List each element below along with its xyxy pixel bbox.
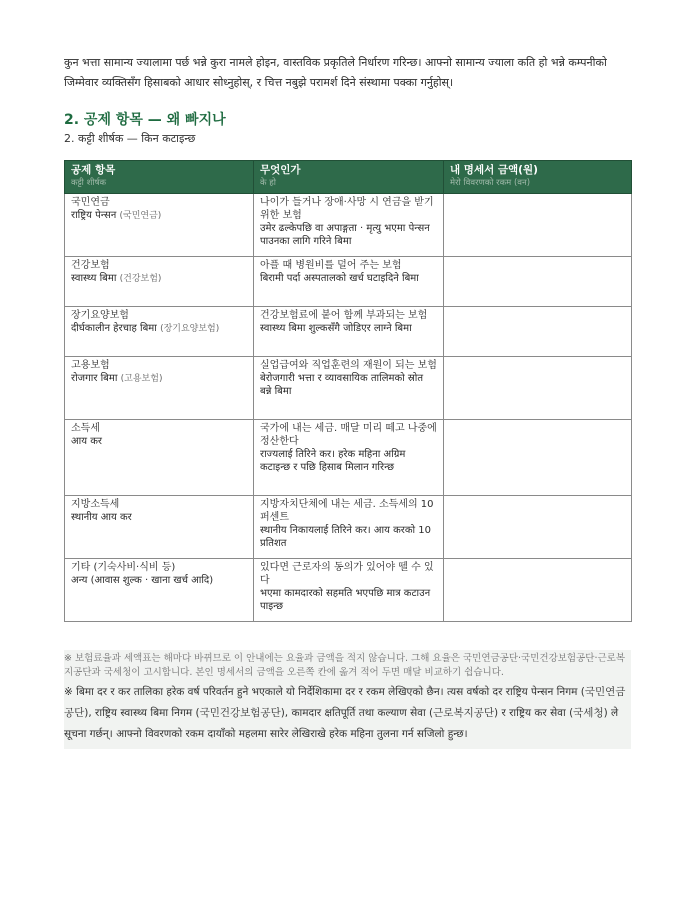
what-nepali: उमेर ढल्केपछि वा अपाङ्गता · मृत्यु भएमा पेन्सन पाउनका लागि गरिने बिमा (260, 223, 430, 247)
item-korean: 고용보험 (71, 360, 110, 371)
item-korean: 국민연금 (71, 197, 110, 208)
item-nepali: स्वास्थ्य बिमा (71, 273, 117, 284)
table-header-row (65, 161, 632, 194)
header-amount-sub: मेरो विवरणको रकम (वन) (450, 178, 531, 188)
amount-cell[interactable] (444, 496, 632, 559)
item-nepali: राष्ट्रिय पेन्सन (71, 210, 117, 221)
amount-cell[interactable] (444, 194, 632, 257)
table-row (65, 420, 632, 496)
item-paren: (장기요양보험) (160, 324, 220, 334)
what-nepali: भएमा कामदारको सहमति भएपछि मात्र कटाउन पाइन्छ (260, 588, 431, 612)
item-cell (65, 194, 254, 257)
footnote-box (64, 650, 631, 749)
header-item-sub: कट्टी शीर्षक (71, 178, 107, 188)
what-nepali: स्थानीय निकायलाई तिरिने कर। आय करको 10 प्रतिशत (260, 525, 432, 549)
what-nepali: स्वास्थ्य बिमा शुल्कसँगै जोडिएर लाग्ने बिमा (260, 323, 412, 334)
what-cell (254, 357, 444, 420)
item-cell (65, 307, 254, 357)
section-subheading: 2. कट्टी शीर्षक — किन कटाइन्छ (64, 132, 196, 145)
item-cell (65, 357, 254, 420)
what-cell (254, 496, 444, 559)
what-cell (254, 559, 444, 622)
item-cell (65, 496, 254, 559)
what-korean: 국가에 내는 세금. 매달 미리 떼고 나중에 정산한다 (260, 423, 437, 447)
item-korean: 기타 (기숙사비·식비 등) (71, 562, 176, 573)
item-nepali: स्थानीय आय कर (71, 512, 132, 523)
item-cell (65, 257, 254, 307)
item-nepali: रोजगार बिमा (71, 373, 118, 384)
what-korean: 건강보험료에 붙어 함께 부과되는 보험 (260, 310, 428, 321)
what-nepali: बेरोजगारी भत्ता र व्यावसायिक तालिमको स्रोत बन्ने बिमा (260, 373, 424, 397)
amount-cell[interactable] (444, 420, 632, 496)
item-korean: 건강보험 (71, 260, 110, 271)
header-what-label: 무엇인가 (260, 164, 301, 176)
header-amount (444, 161, 632, 194)
item-korean: 지방소득세 (71, 499, 120, 510)
item-nepali: अन्य (आवास शुल्क · खाना खर्च आदि) (71, 575, 214, 586)
what-cell (254, 307, 444, 357)
amount-cell[interactable] (444, 357, 632, 420)
header-item-label: 공제 항목 (71, 164, 116, 176)
footnote-nepali: ※ बिमा दर र कर तालिका हरेक वर्ष परिवर्तन हुने भएकाले यो निर्देशिकामा दर र रकम लेखिएको छैन। त्यस वर्षको दर राष्ट्रिय पेन्सन निगम (국민연금공단), राष्ट्रिय स्वास्थ्य बिमा निगम (국민건강보험공단), कामदार क्षतिपूर्ति तथा कल्याण सेवा (근로복지공단) र राष्ट्रिय कर सेवा (국세청) ले सूचना गर्छन्। आफ्नो विवरणको रकम दायाँको महलमा सारेर लेखिराखे हरेक महिना तुलना गर्न सजिलो हुन्छ। (64, 686, 626, 740)
header-item (65, 161, 254, 194)
intro-paragraph: कुन भत्ता सामान्य ज्यालामा पर्छ भन्ने कुरा नामले होइन, वास्तविक प्रकृतिले निर्धारण गरिन्छ। आफ्नो सामान्य ज्याला कति हो भन्ने कम्पनीको जिम्मेवार व्यक्तिसँग हिसाबको आधार सोध्नुहोस्, र चित्त नबुझे परामर्श दिने संस्थामा पक्का गर्नुहोस्। (64, 56, 607, 89)
table-row (65, 194, 632, 257)
what-nepali: बिरामी पर्दा अस्पतालको खर्च घटाइदिने बिमा (260, 273, 419, 284)
table-row (65, 307, 632, 357)
header-what (254, 161, 444, 194)
item-nepali: आय कर (71, 436, 102, 447)
item-paren: (건강보험) (119, 274, 162, 284)
header-what-sub: के हो (260, 178, 276, 188)
item-korean: 장기요양보험 (71, 310, 129, 321)
table-row (65, 357, 632, 420)
header-amount-label: 내 명세서 금액(원) (450, 164, 538, 176)
what-cell (254, 257, 444, 307)
what-cell (254, 194, 444, 257)
item-paren: (국민연금) (119, 211, 162, 221)
section-heading: 2. 공제 항목 — 왜 빠지나 (64, 112, 226, 128)
what-korean: 나이가 들거나 장애·사망 시 연금을 받기 위한 보험 (260, 197, 434, 221)
item-paren: (고용보험) (120, 374, 163, 384)
item-nepali: दीर्घकालीन हेरचाह बिमा (71, 323, 157, 334)
footnote-korean: ※ 보험료율과 세액표는 해마다 바뀌므로 이 안내에는 요율과 금액을 적지 않습니다. 그해 요율은 국민연금공단·국민건강보험공단·근로복지공단과 국세청이 고시합니다. 본인 명세서의 금액을 오른쪽 칸에 옮겨 적어 두면 매달 비교하기 쉽습니다. (64, 653, 626, 678)
table-row (65, 559, 632, 622)
item-korean: 소득세 (71, 423, 100, 434)
table-row (65, 257, 632, 307)
what-korean: 있다면 근로자의 동의가 있어야 뗄 수 있다 (260, 562, 434, 586)
what-korean: 지방자치단체에 내는 세금. 소득세의 10 퍼센트 (260, 499, 434, 523)
what-korean: 실업급여와 직업훈련의 재원이 되는 보험 (260, 360, 437, 371)
item-cell (65, 559, 254, 622)
deductions-table (64, 160, 632, 622)
table-row (65, 496, 632, 559)
what-korean: 아플 때 병원비를 덜어 주는 보험 (260, 260, 402, 271)
amount-cell[interactable] (444, 559, 632, 622)
what-cell (254, 420, 444, 496)
what-nepali: राज्यलाई तिरिने कर। हरेक महिना अग्रिम कटाइन्छ र पछि हिसाब मिलान गरिन्छ (260, 449, 406, 473)
amount-cell[interactable] (444, 307, 632, 357)
amount-cell[interactable] (444, 257, 632, 307)
item-cell (65, 420, 254, 496)
